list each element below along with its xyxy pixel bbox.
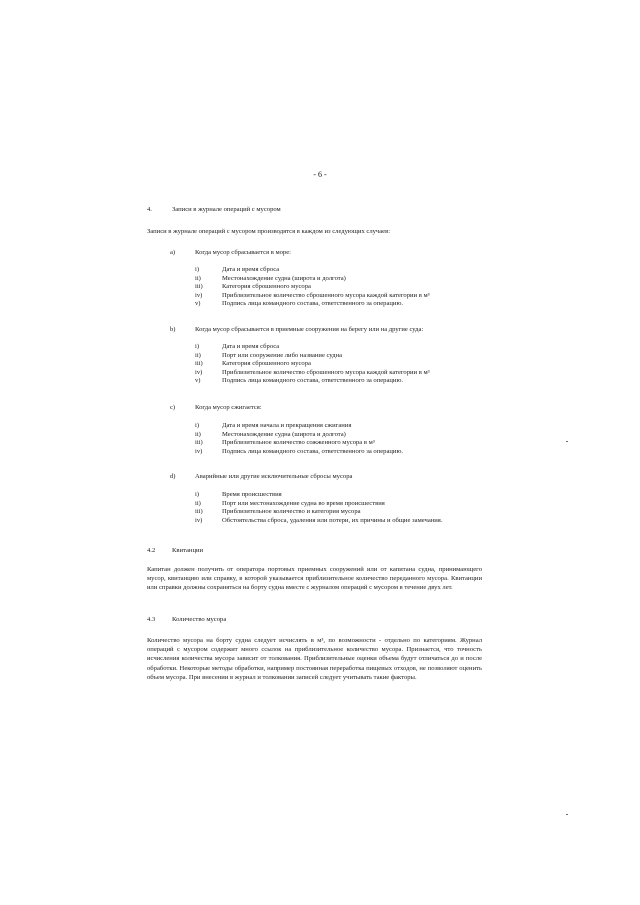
section-4-2-title: Квитанции bbox=[172, 547, 204, 554]
list-item: iv) Обстоятельства сброса, удаления или потери, их причины и общие замечания. bbox=[195, 516, 443, 524]
list-item: iv) Приблизительное количество сброшенного мусора каждой категории в м³ bbox=[195, 291, 430, 299]
scan-speck bbox=[566, 814, 568, 815]
list-item: iv) Приблизительное количество сброшенного мусора каждой категории в м³ bbox=[195, 368, 430, 376]
case-c-list bbox=[195, 422, 495, 456]
list-item: ii) Порт или местонахождение судна во время происшествия bbox=[195, 499, 385, 507]
list-item: iii) Категория сброшенного мусора bbox=[195, 283, 311, 291]
list-item: i) Время происшествия bbox=[195, 491, 282, 498]
case-c-letter: c) bbox=[170, 404, 176, 411]
list-item: ii) Местонахождение судна (широта и долгота) bbox=[195, 274, 346, 282]
section-4-number: 4. bbox=[147, 206, 152, 213]
case-a-heading: Когда мусор сбрасывается в море: bbox=[195, 249, 291, 256]
section-4-2-number: 4.2 bbox=[147, 547, 156, 554]
case-a-list bbox=[195, 266, 495, 309]
section-4-3-number: 4.3 bbox=[147, 616, 156, 623]
list-item: i) Дата и время сброса bbox=[195, 266, 280, 273]
case-b-list bbox=[195, 343, 495, 386]
list-item: iii) Приблизительное количество сожженного мусора в м³ bbox=[195, 439, 375, 447]
case-a-letter: a) bbox=[170, 249, 176, 256]
case-d-letter: d) bbox=[170, 473, 176, 480]
section-4-title: Записи в журнале операций с мусором bbox=[172, 206, 281, 213]
case-d-list bbox=[195, 491, 515, 525]
section-4-2-body: Капитан должен получить от оператора портовых приемных сооружений или от капитана судна, принимающего мусор, квитанцию или справку, в которой указывается приблизительное количество переданного мусора. Квитанции или справки должны сохраняться на борту судна вместе с журналом операций с мусором в течение двух лет. bbox=[147, 566, 482, 592]
list-item: ii) Местонахождение судна (широта и долгота) bbox=[195, 430, 346, 438]
list-item: v) Подпись лица командного состава, ответственного за операцию. bbox=[195, 300, 404, 308]
section-4-3-title: Количество мусора bbox=[172, 616, 227, 623]
case-d-heading: Аварийные или другие исключительные сбросы мусора bbox=[195, 473, 353, 480]
list-item: ii) Порт или сооружение либо название судна bbox=[195, 351, 343, 359]
case-c-heading: Когда мусор сжигается: bbox=[195, 404, 262, 411]
page-number: - 6 - bbox=[313, 170, 327, 179]
case-b-letter: b) bbox=[170, 326, 176, 333]
list-item: iv) Подпись лица командного состава, ответственного за операцию. bbox=[195, 447, 404, 455]
section-4-intro: Записи в журнале операций с мусором производятся в каждом из следующих случаев: bbox=[147, 228, 391, 235]
list-item: i) Дата и время сброса bbox=[195, 343, 280, 350]
list-item: i) Дата и время начала и прекращения сжигания bbox=[195, 422, 352, 429]
scan-speck bbox=[566, 441, 568, 442]
list-item: iii) Категория сброшенного мусора bbox=[195, 360, 311, 368]
list-item: iii) Приблизительное количество и категория мусора bbox=[195, 508, 361, 516]
list-item: v) Подпись лица командного состава, ответственного за операцию. bbox=[195, 377, 404, 385]
section-4-3-body: Количество мусора на борту судна следует исчислять в м³, по возможности - отдельно по категориям. Журнал операций с мусором содержит много ссылок на приблизительное количество мусора. Признается, что точность исчисления количества мусора зависит от толкования. Приблизительные оценки объема будут отличаться до и после обработки. Некоторые методы обработки, например постоянная переработка пищевых отходов, не позволяют оценить объем мусора. При внесении в журнал и толковании записей следует учитывать такие факторы. bbox=[147, 637, 482, 681]
case-b-heading: Когда мусор сбрасывается в приемные сооружения на берегу или на другие суда: bbox=[195, 326, 424, 333]
